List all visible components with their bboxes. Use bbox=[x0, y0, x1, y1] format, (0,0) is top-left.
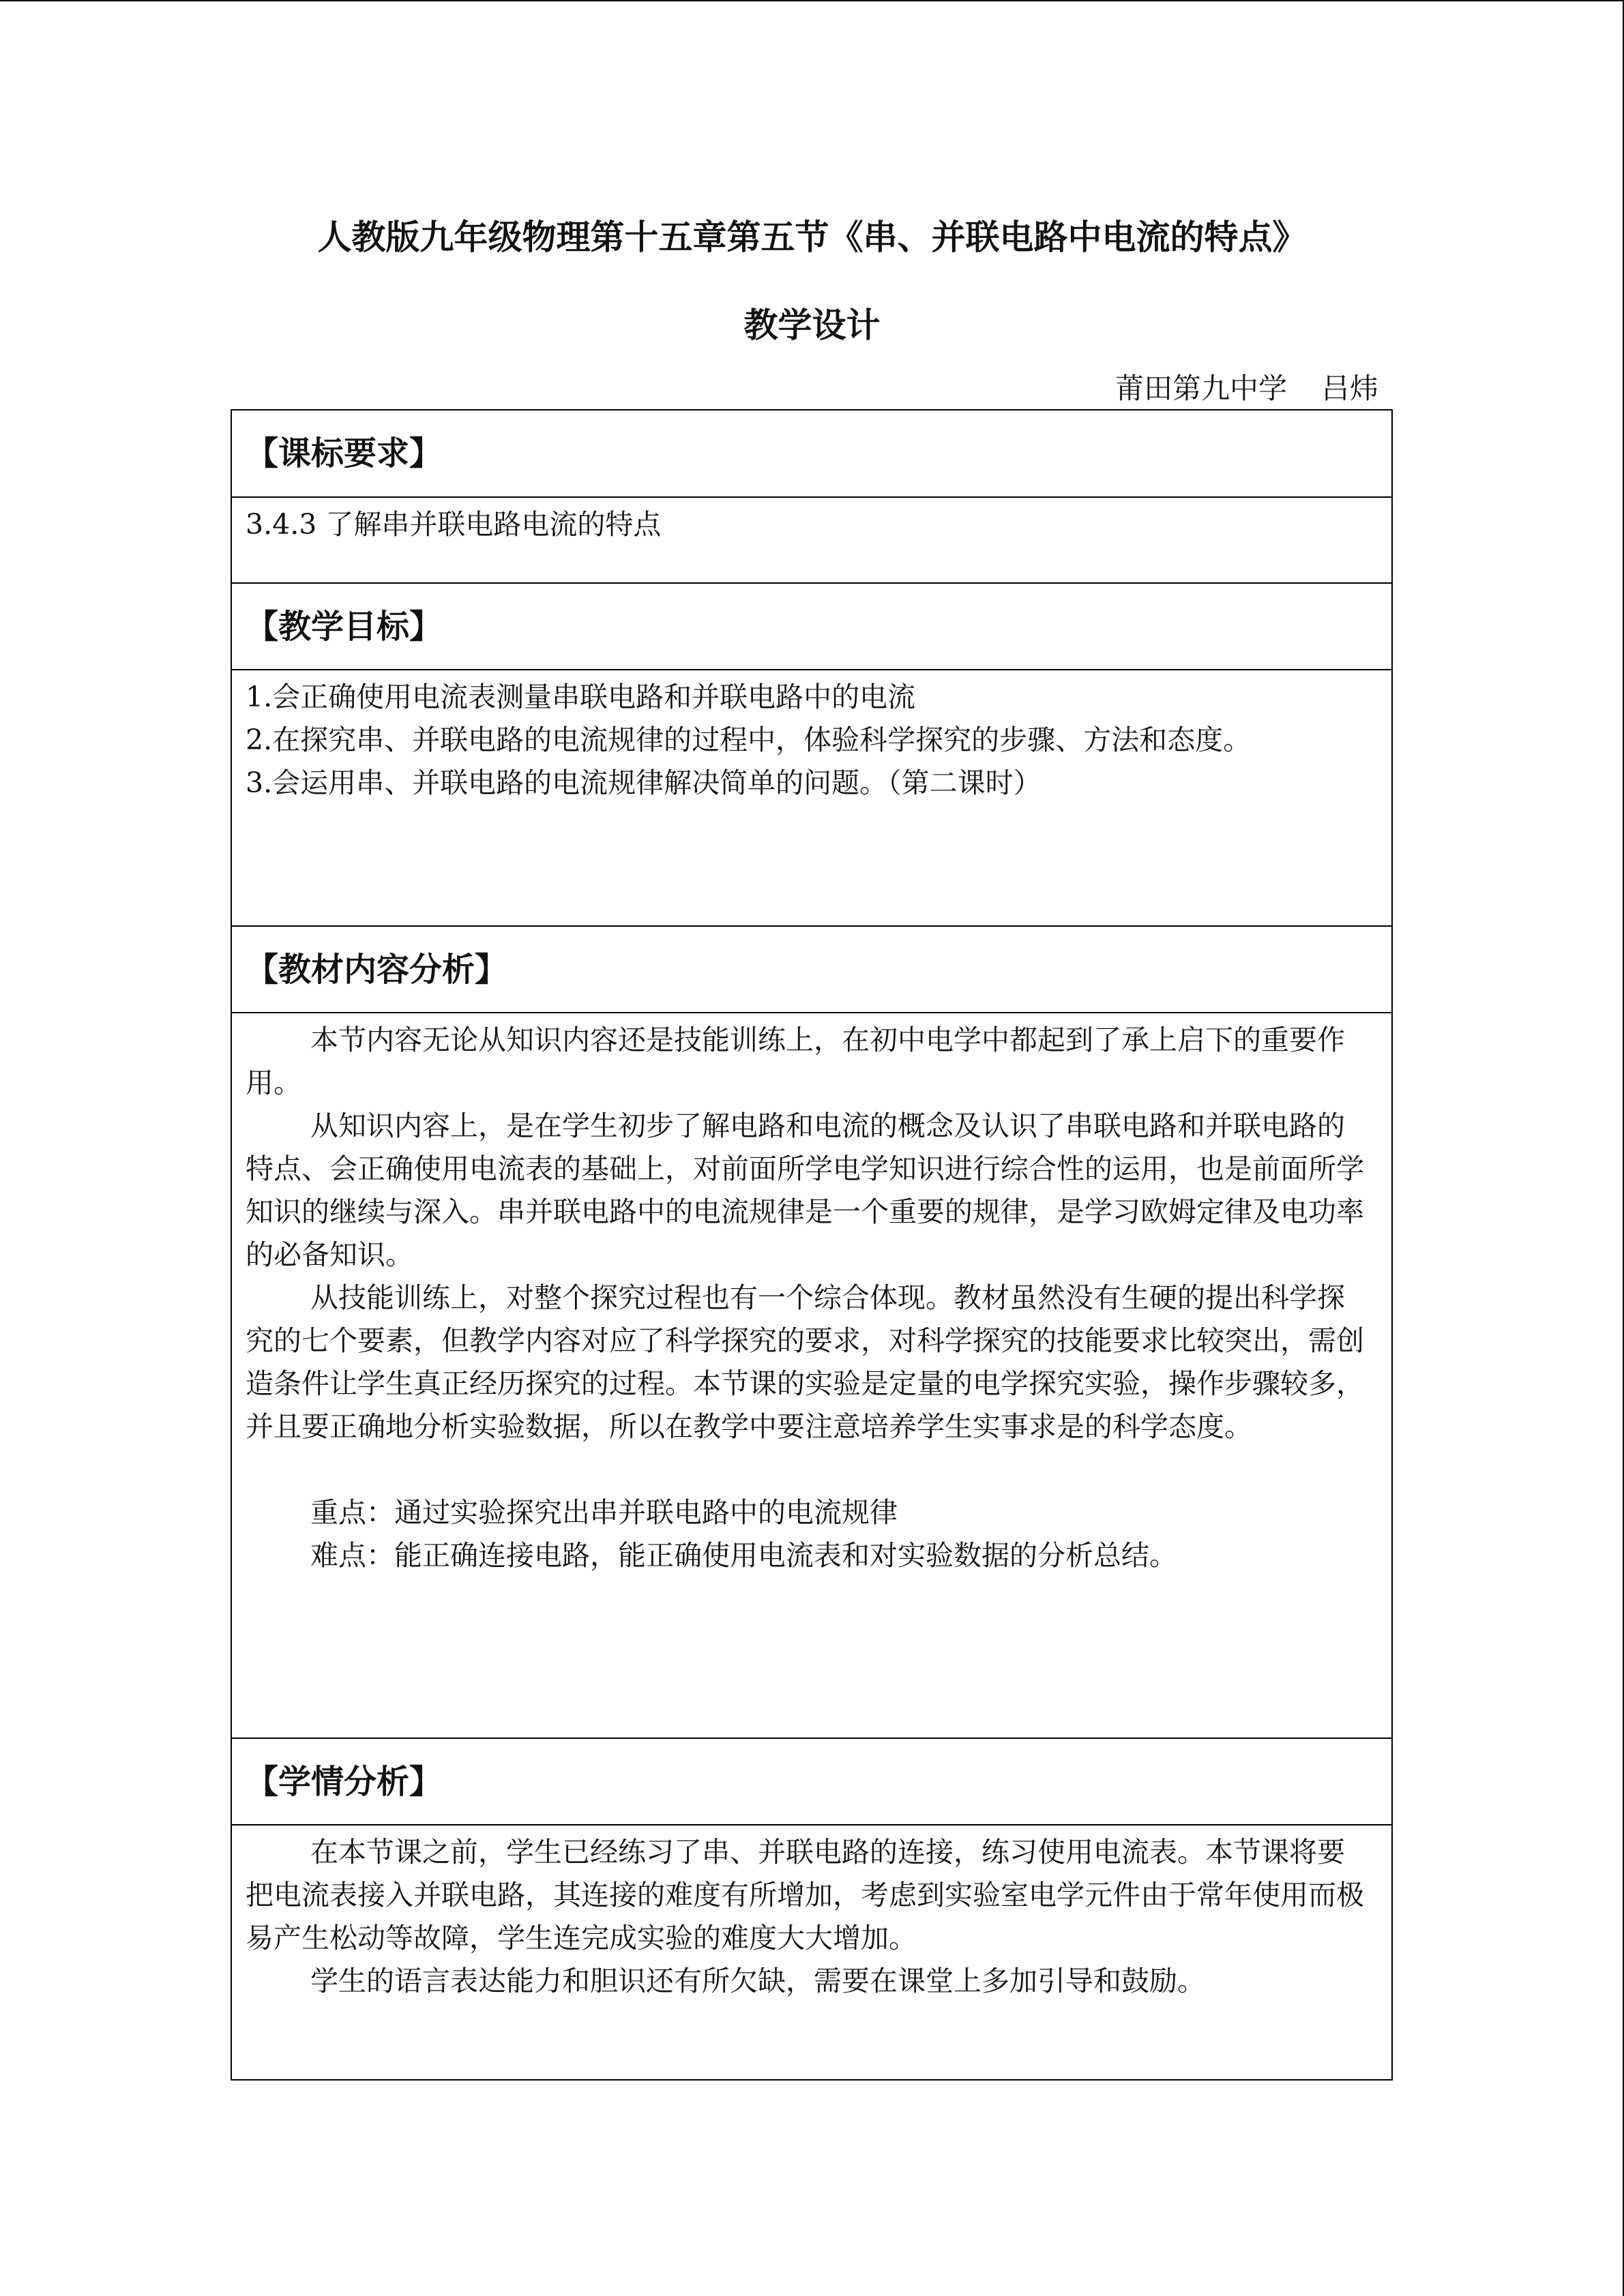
textbook-paragraph-3: 从技能训练上，对整个探究过程也有一个综合体现。教材虽然没有生硬的提出科学探究的七个要素，但教学内容对应了科学探究的要求，对科学探究的技能要求比较突出，需创造条件让学生真正经历探究的过程。本节课的实验是定量的电学探究实验，操作步骤较多，并且要正确地分析实验数据，所以在教学中要注意培养学生实事求是的科学态度。 bbox=[246, 1281, 1364, 1443]
curriculum-header-row bbox=[232, 411, 1391, 498]
author-school: 莆田第九中学 bbox=[1114, 372, 1287, 405]
objective-item-2: 2.在探究串、并联电路的电流规律的过程中，体验科学探究的步骤、方法和态度。 bbox=[246, 724, 1252, 756]
objectives-heading: 【教学目标】 bbox=[246, 607, 443, 646]
textbook-paragraph-1: 本节内容无论从知识内容还是技能训练上，在初中电学中都起到了承上启下的重要作用。 bbox=[246, 1024, 1345, 1099]
students-paragraph-1: 在本节课之前，学生已经练习了串、并联电路的连接，练习使用电流表。本节课将要把电流表接入并联电路，其连接的难度有所增加，考虑到实验室电学元件由于常年使用而极易产生松动等故障，学生连完成实验的难度大大增加。 bbox=[246, 1836, 1364, 1954]
students-header-row bbox=[232, 1739, 1391, 1825]
curriculum-heading: 【课标要求】 bbox=[246, 434, 443, 473]
document-subtitle: 教学设计 bbox=[743, 305, 881, 345]
students-heading: 【学情分析】 bbox=[246, 1762, 443, 1801]
textbook-heading: 【教材内容分析】 bbox=[246, 950, 508, 989]
objectives-header-row bbox=[232, 584, 1391, 670]
objective-item-1: 1.会正确使用电流表测量串联电路和并联电路中的电流 bbox=[246, 681, 916, 713]
objective-item-3: 3.会运用串、并联电路的电流规律解决简单的问题。（第二课时） bbox=[246, 766, 1042, 799]
difficulty-text: 难点：能正确连接电路，能正确使用电流表和对实验数据的分析总结。 bbox=[310, 1539, 1177, 1572]
author-name: 吕炜 bbox=[1320, 372, 1378, 405]
students-content-row bbox=[232, 1825, 1391, 2079]
lesson-plan-table bbox=[231, 409, 1393, 2081]
author-line bbox=[1115, 372, 1378, 406]
students-paragraph-2: 学生的语言表达能力和胆识还有所欠缺，需要在课堂上多加引导和鼓励。 bbox=[310, 1965, 1205, 1997]
objectives-content-row bbox=[232, 670, 1391, 927]
curriculum-text: 3.4.3 了解串并联电路电流的特点 bbox=[246, 508, 662, 541]
page-top-border bbox=[0, 0, 1624, 1]
document-title: 人教版九年级物理第十五章第五节《串、并联电路中电流的特点》 bbox=[317, 218, 1307, 257]
key-point-text: 重点：通过实验探究出串并联电路中的电流规律 bbox=[310, 1496, 898, 1529]
textbook-paragraph-2: 从知识内容上，是在学生初步了解电路和电流的概念及认识了串联电路和并联电路的特点、会正确使用电流表的基础上，对前面所学电学知识进行综合性的运用，也是前面所学知识的继续与深入。串并联电路中的电流规律是一个重要的规律，是学习欧姆定律及电功率的必备知识。 bbox=[246, 1109, 1364, 1271]
textbook-content-row bbox=[232, 1013, 1391, 1739]
textbook-header-row bbox=[232, 927, 1391, 1013]
curriculum-content-row bbox=[232, 498, 1391, 584]
